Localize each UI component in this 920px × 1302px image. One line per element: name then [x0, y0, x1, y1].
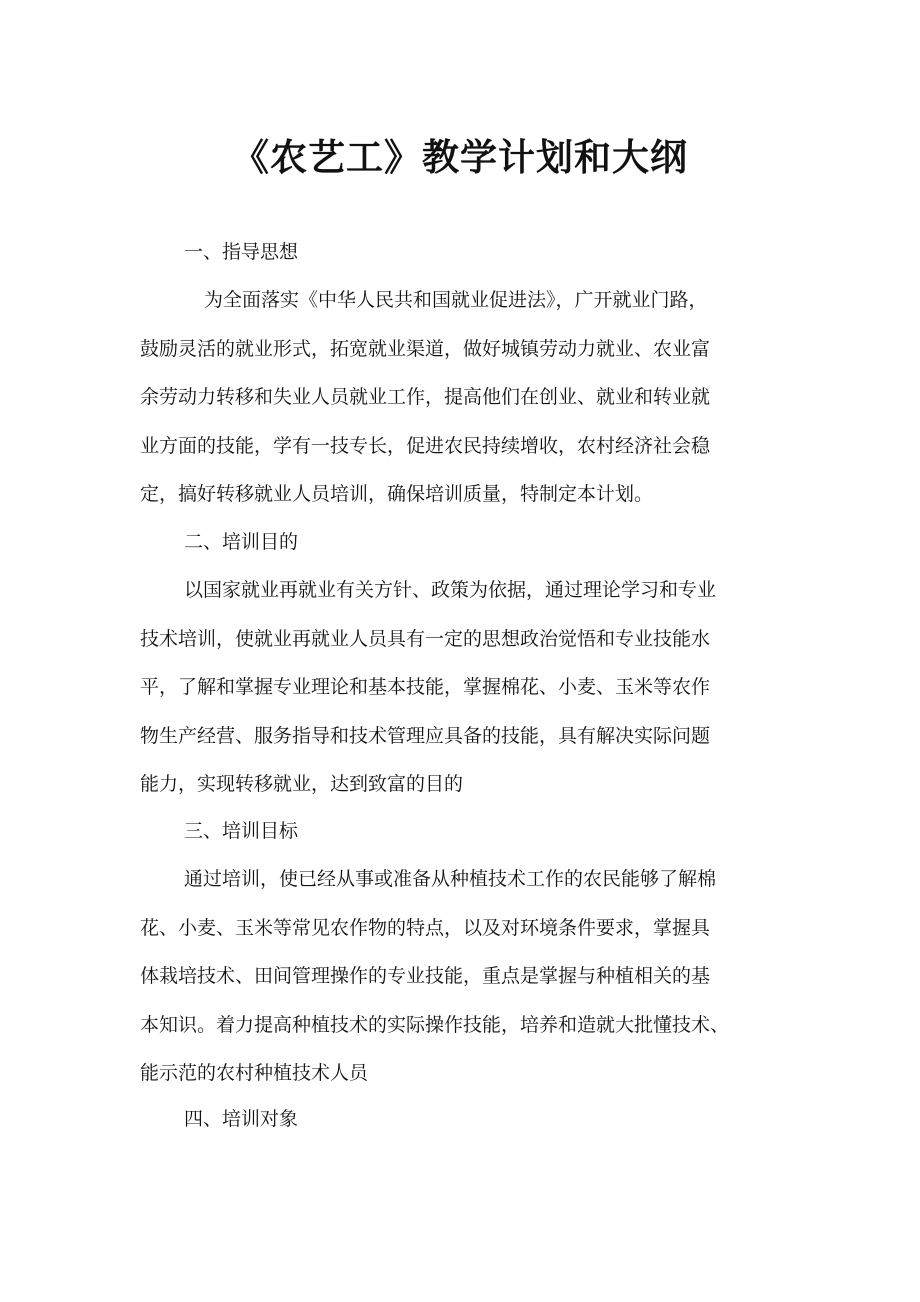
paragraph-line: 定，搞好转移就业人员培训，确保培训质量，特制定本计划。 [140, 483, 654, 506]
section-paragraph-guiding-thought [140, 276, 780, 519]
paragraph-line: 通过培训，使已经从事或准备从种植技术工作的农民能够了解棉 [184, 868, 717, 890]
paragraph-line: 平，了解和掌握专业理论和基本技能，掌握棉花、小麦、玉米等农作 [140, 676, 711, 699]
paragraph-line: 能力，实现转移就业，达到致富的目的 [140, 773, 464, 796]
section-paragraph-training-purpose [140, 566, 780, 809]
paragraph-line: 本知识。着力提高种植技术的实际操作技能，培养和造就大批懂技术、 [140, 1013, 730, 1036]
paragraph-line: 物生产经营、服务指导和技术管理应具备的技能，具有解决实际问题 [140, 724, 711, 747]
paragraph-line: 技术培训，使就业再就业人员具有一定的思想政治觉悟和专业技能水 [140, 627, 711, 650]
section-heading-training-goals: 三、培训目标 [184, 820, 299, 842]
document-title: 《农艺工》教学计划和大纲 [232, 136, 688, 179]
paragraph-line: 余劳动力转移和失业人员就业工作，提高他们在创业、就业和转业就 [140, 386, 711, 409]
section-heading-guiding-thought: 一、指导思想 [184, 241, 299, 263]
section-heading-training-targets: 四、培训对象 [184, 1108, 299, 1130]
paragraph-line: 业方面的技能，学有一技专长，促进农民持续增收，农村经济社会稳 [140, 434, 711, 457]
paragraph-line: 以国家就业再就业有关方针、政策为依据，通过理论学习和专业 [184, 579, 717, 601]
paragraph-line: 能示范的农村种植技术人员 [140, 1062, 369, 1085]
section-paragraph-training-goals [140, 855, 780, 1098]
paragraph-line: 鼓励灵活的就业形式，拓宽就业渠道，做好城镇劳动力就业、农业富 [140, 337, 711, 360]
paragraph-line: 体栽培技术、田间管理操作的专业技能，重点是掌握与种植相关的基 [140, 965, 711, 988]
paragraph-line: 为全面落实《中华人民共和国就业促进法》，广开就业门路， [204, 289, 708, 311]
paragraph-line: 花、小麦、玉米等常见农作物的特点，以及对环境条件要求，掌握具 [140, 916, 711, 939]
section-heading-training-purpose: 二、培训目的 [184, 531, 299, 553]
